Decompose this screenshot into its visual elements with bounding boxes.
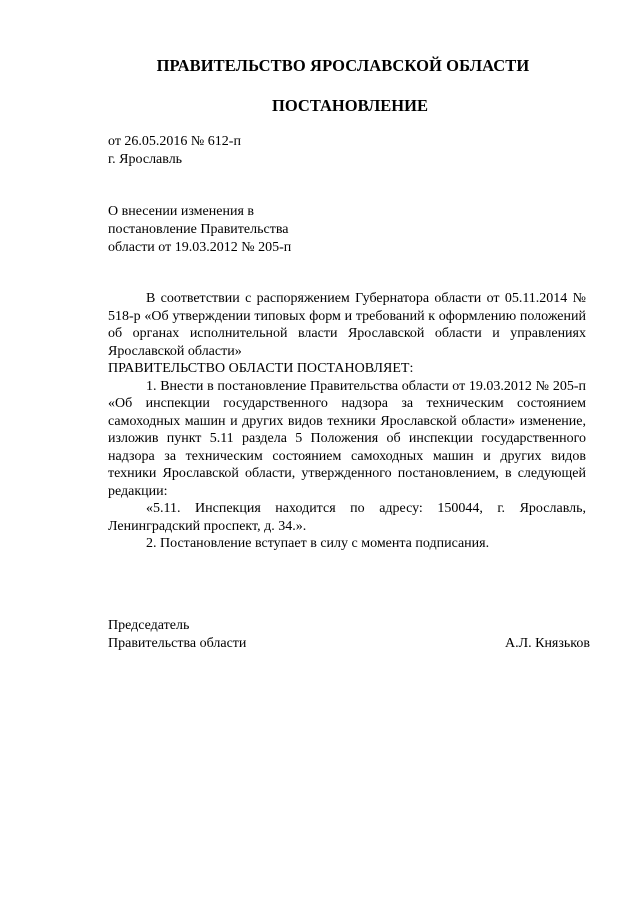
date-number: от 26.05.2016 № 612-п: [108, 134, 241, 149]
document-subject: [108, 203, 291, 257]
signer-position-line: Правительства области: [108, 636, 247, 651]
subject-line: О внесении изменения в: [108, 204, 254, 219]
document-body: [108, 290, 586, 553]
decree-line: ПРАВИТЕЛЬСТВО ОБЛАСТИ ПОСТАНОВЛЯЕТ:: [108, 361, 414, 376]
city: г. Ярославль: [108, 152, 183, 167]
organization-title: ПРАВИТЕЛЬСТВО ЯРОСЛАВСКОЙ ОБЛАСТИ: [156, 56, 530, 75]
subject-line: области от 19.03.2012 № 205-п: [108, 240, 292, 255]
quoted-amendment: «5.11. Инспекция находится по адресу: 150044, г. Ярославль, Ленинградский проспект, д. 34.».: [108, 501, 586, 534]
subject-line: постановление Правительства: [108, 222, 289, 237]
signature-block: [108, 617, 590, 653]
item-2-paragraph: 2. Постановление вступает в силу с момента подписания.: [146, 536, 490, 551]
signer-name: А.Л. Князьков: [505, 636, 590, 651]
item-1-paragraph: 1. Внести в постановление Правительства области от 19.03.2012 № 205-п «Об инспекции государственного надзора за техническим состоянием самоходных машин и других видов техники Ярославской области» изменение, изложив пункт 5.11 раздела 5 Положения об инспекции государственного надзора за техническим состоянием самоходных машин и других видов техники Ярославской области, утвержденного постановлением, в следующей редакции:: [108, 378, 586, 499]
signature-row: [108, 635, 590, 653]
signer-position-line: Председатель: [108, 618, 190, 633]
document-meta: [108, 133, 241, 169]
document-type-heading: ПОСТАНОВЛЕНИЕ: [272, 96, 428, 115]
preamble-paragraph: В соответствии с распоряжением Губернатора области от 05.11.2014 № 518-р «Об утверждении типовых форм и требований к оформлению положений об органах исполнительной власти Ярославской области и управлениях Ярославской области»: [108, 291, 586, 359]
